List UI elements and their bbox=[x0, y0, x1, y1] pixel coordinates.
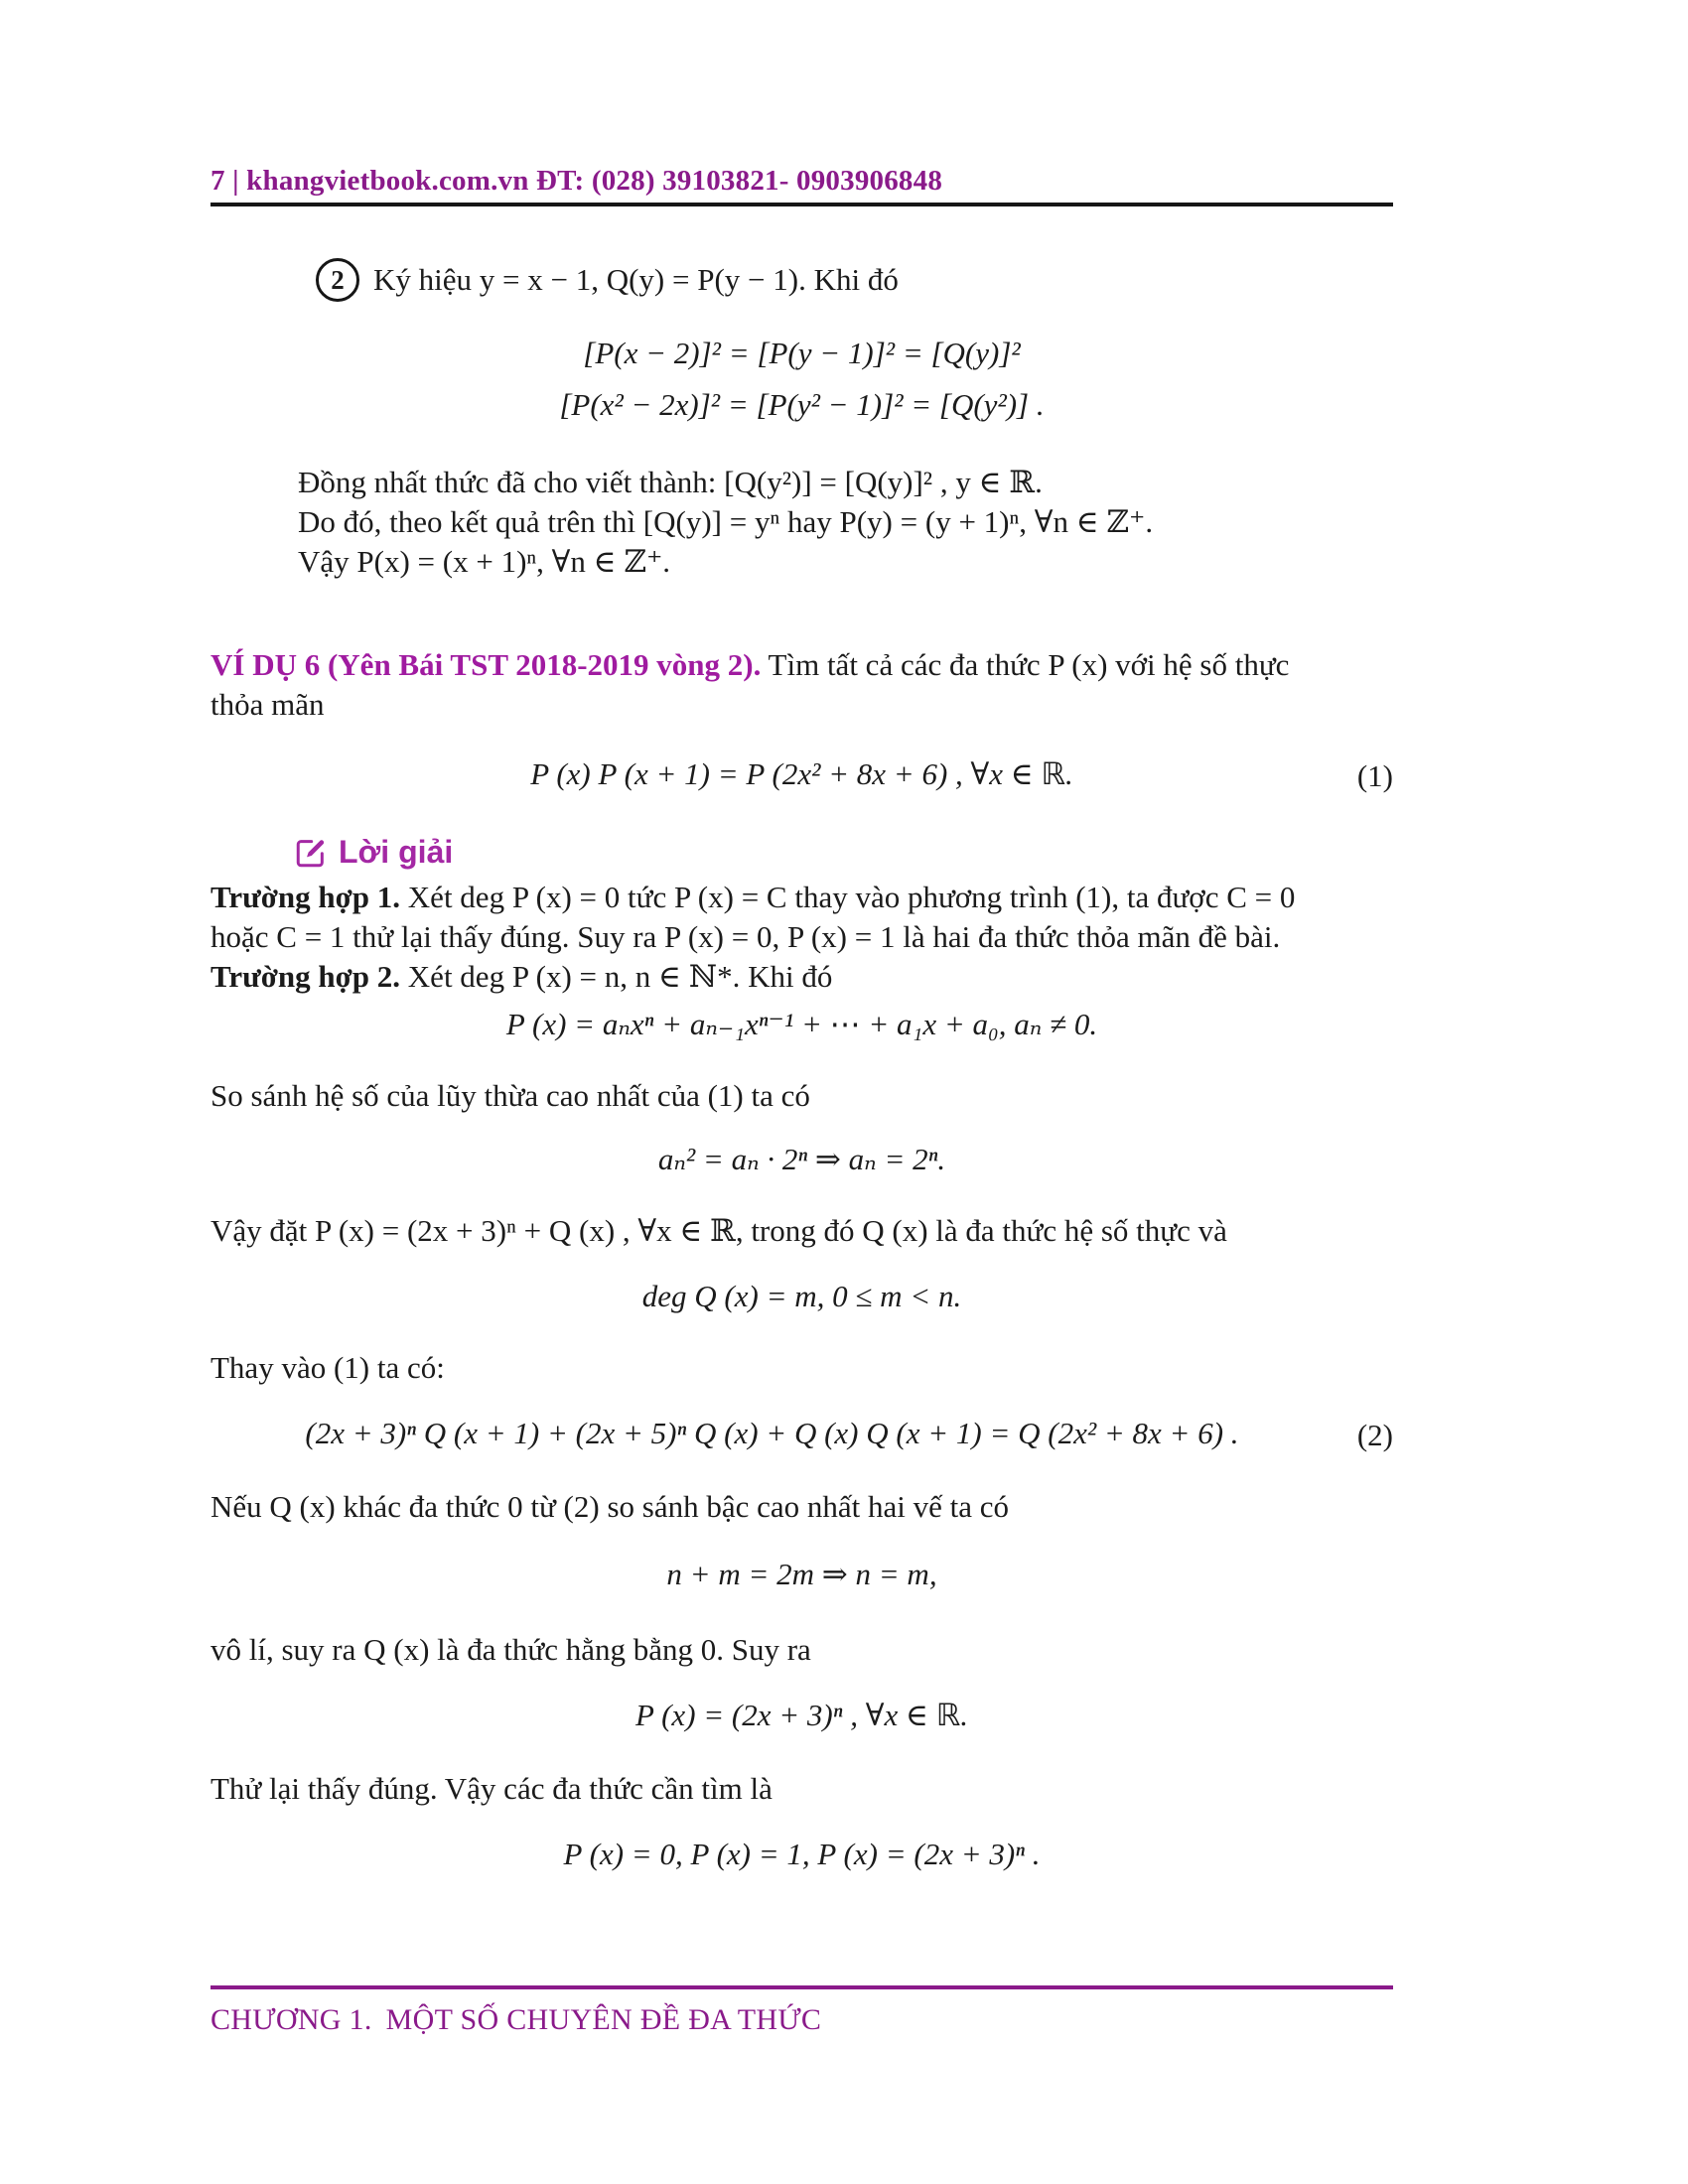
case-1-text: Xét deg P (x) = 0 tức P (x) = C thay vào phương trình (1), ta được C = 0 bbox=[400, 880, 1296, 914]
solution-heading-label: Lời giải bbox=[339, 834, 454, 870]
case-2-label: Trường hợp 2. bbox=[211, 959, 401, 994]
set-p-text: Vậy đặt P (x) = (2x + 3)ⁿ + Q (x) , ∀x ∈ ℝ, trong đó Q (x) là đa thức hệ số thực và bbox=[211, 1213, 1227, 1248]
equation-1-number: (1) bbox=[1356, 758, 1393, 793]
equation-2: (2x + 3)ⁿ Q (x + 1) + (2x + 5)ⁿ Q (x) + Q (x) Q (x + 1) = Q (2x² + 8x + 6) . bbox=[305, 1416, 1239, 1450]
header-text: 7 | khangvietbook.com.vn ĐT: (028) 39103821- 0903906848 bbox=[211, 165, 943, 197]
case-1-label: Trường hợp 1. bbox=[211, 880, 401, 914]
equation-1-row bbox=[211, 756, 1393, 792]
compare-coefficients-text: So sánh hệ số của lũy thừa cao nhất của (1) ta có bbox=[211, 1078, 810, 1113]
footer-rule bbox=[211, 1985, 1393, 1989]
solution-heading bbox=[294, 834, 453, 871]
equation-nm: n + m = 2m ⇒ n = m, bbox=[666, 1557, 937, 1591]
equation-leading-coefficient: aₙ² = aₙ · 2ⁿ ⇒ aₙ = 2ⁿ. bbox=[657, 1142, 946, 1176]
example-6-block bbox=[211, 645, 1393, 725]
paragraph-line: Đồng nhất thức đã cho viết thành: [Q(y²)] = [Q(y)]² , y ∈ ℝ. bbox=[298, 465, 1043, 499]
equation-1: P (x) P (x + 1) = P (2x² + 8x + 6) , ∀x ∈ ℝ. bbox=[530, 756, 1073, 791]
footer-chapter-title: MỘT SỐ CHUYÊN ĐỀ ĐA THỨC bbox=[385, 2003, 822, 2036]
case-2-text: Xét deg P (x) = n, n ∈ ℕ*. Khi đó bbox=[400, 959, 833, 994]
header-rule bbox=[211, 203, 1393, 206]
equation-2-row bbox=[211, 1416, 1393, 1451]
paragraph-line: Vậy P(x) = (x + 1)ⁿ, ∀n ∈ ℤ⁺. bbox=[298, 544, 671, 579]
substitute-text: Thay vào (1) ta có: bbox=[211, 1350, 445, 1385]
if-q-nonzero-text: Nếu Q (x) khác đa thức 0 từ (2) so sánh bậc cao nhất hai vế ta có bbox=[211, 1489, 1010, 1524]
case-1-line-1 bbox=[211, 878, 1393, 917]
circled-2-marker: 2 bbox=[316, 258, 359, 302]
equation-result: P (x) = (2x + 3)ⁿ , ∀x ∈ ℝ. bbox=[634, 1698, 968, 1732]
paragraph-line: Do đó, theo kết quả trên thì [Q(y)] = yⁿ hay P(y) = (y + 1)ⁿ, ∀n ∈ ℤ⁺. bbox=[298, 504, 1154, 539]
solution-cases bbox=[211, 878, 1393, 997]
equation-line-1: [P(x − 2)]² = [P(y − 1)]² = [Q(y)]² bbox=[583, 336, 1021, 370]
item-2-text: Ký hiệu y = x − 1, Q(y) = P(y − 1). Khi đó bbox=[373, 262, 899, 297]
pencil-square-icon bbox=[294, 836, 328, 870]
paragraph-identity bbox=[298, 463, 1393, 582]
list-item-2 bbox=[316, 258, 899, 302]
example-6-intro-line2: thỏa mãn bbox=[211, 687, 325, 722]
footer bbox=[211, 2003, 1393, 2037]
equation-polynomial: P (x) = aₙxⁿ + aₙ₋₁xⁿ⁻¹ + ⋯ + a₁x + a₀, aₙ ≠ 0. bbox=[505, 1007, 1098, 1041]
example-6-label: VÍ DỤ 6 (Yên Bái TST 2018-2019 vòng 2). bbox=[211, 647, 762, 682]
equation-line-2: [P(x² − 2x)]² = [P(y² − 1)]² = [Q(y²)] . bbox=[559, 387, 1045, 422]
equation-degree: deg Q (x) = m, 0 ≤ m < n. bbox=[641, 1279, 962, 1313]
page-header bbox=[211, 165, 942, 198]
verify-text: Thử lại thấy đúng. Vậy các đa thức cần tìm là bbox=[211, 1771, 773, 1806]
example-6-intro-rest: Tìm tất cả các đa thức P (x) với hệ số thực bbox=[761, 647, 1290, 682]
contradiction-text: vô lí, suy ra Q (x) là đa thức hằng bằng 0. Suy ra bbox=[211, 1632, 811, 1667]
case-2-line bbox=[211, 957, 1393, 997]
equation-2-number: (2) bbox=[1356, 1418, 1393, 1452]
equation-final: P (x) = 0, P (x) = 1, P (x) = (2x + 3)ⁿ . bbox=[563, 1837, 1041, 1871]
example-6-intro bbox=[211, 645, 1393, 685]
case-1-line-2: hoặc C = 1 thử lại thấy đúng. Suy ra P (x) = 0, P (x) = 1 là hai đa thức thỏa mãn đề bài. bbox=[211, 919, 1281, 954]
footer-chapter-label: CHƯƠNG 1. bbox=[211, 2003, 372, 2036]
